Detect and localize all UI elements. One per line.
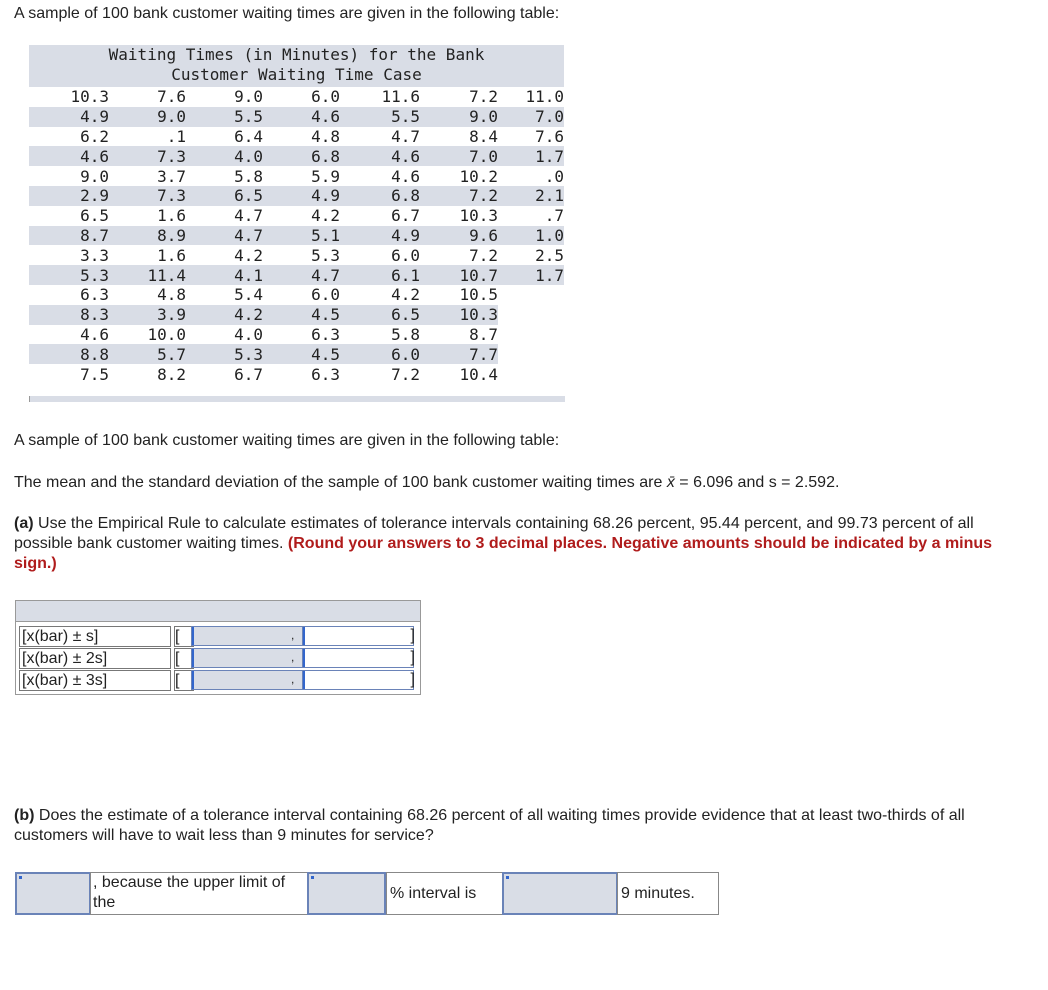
table-cell: 10.3 [420,305,498,325]
table-title [29,45,564,87]
table-cell: 8.7 [29,226,109,246]
table-cell: 5.1 [263,226,340,246]
close-bracket: ] [410,627,415,644]
lower-limit-input-1s[interactable] [191,626,303,646]
table-cell: 4.9 [340,226,420,246]
table-cell: 1.6 [157,245,186,265]
mean-sd-text-before: The mean and the standard deviation of the sample of 100 bank customer waiting times are [14,474,667,491]
table-cell: 6.3 [80,285,109,305]
interval-row-3s [19,670,417,691]
interval-label-3s: [x(bar) ± 3s] [19,670,171,691]
table-cell: 4.7 [391,126,420,146]
table-cell: 7.6 [157,87,186,107]
table-cell: 4.6 [80,324,109,344]
comma-separator: , [291,628,295,642]
table-cell: 9.0 [234,87,263,107]
table-cell: 6.7 [391,206,420,226]
interval-label-2s: [x(bar) ± 2s] [19,648,171,669]
table-cell: 7.2 [469,245,498,265]
table-cell: 5.8 [391,324,420,344]
table-cell: 4.8 [311,126,340,146]
table-cell: .1 [166,126,186,146]
table-cell: 4.6 [263,107,340,127]
table-cell: 6.0 [391,245,420,265]
table-cell: 4.5 [263,344,340,364]
table-cell: 10.2 [459,166,498,186]
table-cell [498,285,564,305]
table-cell: 6.7 [234,364,263,384]
part-a-instruction: (Round your answers to 3 decimal places. Negative amounts should be indicated by a minus sign.) [14,535,993,572]
interval-row-1s [19,626,417,647]
table-cell: 6.8 [340,186,420,206]
table-cell: 11.0 [525,87,564,107]
interval-row-2s [19,648,417,669]
table-row [29,186,564,206]
part-b-question [14,806,1034,846]
table-cell [498,344,564,364]
table-cell: 10.3 [459,206,498,226]
table-cell: 4.5 [263,305,340,325]
table-cell: 5.7 [109,344,186,364]
table-cell: 7.7 [420,344,498,364]
table-cell: 5.5 [186,107,263,127]
table-cell: 4.0 [186,146,263,166]
table-cell: 7.3 [109,146,186,166]
table-cell: 1.7 [498,265,564,285]
table-cell: 4.0 [234,324,263,344]
data-grid [29,87,564,384]
table-cell: 2.9 [29,186,109,206]
table-cell: 10.0 [147,324,186,344]
mean-sd-text [14,473,1034,493]
close-bracket: ] [410,671,415,688]
table-row [29,166,564,186]
table-title-line1: Waiting Times (in Minutes) for the Bank [108,45,485,64]
table-cell: 1.6 [157,206,186,226]
table-cell: 8.3 [29,305,109,325]
table-cell [498,325,564,345]
table-cell: 6.2 [80,126,109,146]
table-cell: 4.6 [29,146,109,166]
table-title-line2: Customer Waiting Time Case [171,65,422,84]
table-cell: 6.5 [186,186,263,206]
table-cell: 6.1 [340,265,420,285]
table-cell: 5.3 [29,265,109,285]
table-cell: 9.0 [80,166,109,186]
table-row [29,364,564,384]
table-cell: 3.7 [157,166,186,186]
table-cell: 5.9 [311,166,340,186]
table-cell: 11.6 [381,87,420,107]
table-cell: 6.3 [311,324,340,344]
table-row [29,107,564,127]
table-cell: 8.2 [157,364,186,384]
table-cell: 8.7 [469,324,498,344]
table-cell: 7.5 [80,364,109,384]
table-cell: 7.3 [109,186,186,206]
table-row [29,245,564,265]
part-a-answer-table [15,600,421,695]
table-row [29,127,564,147]
table-cell: 4.9 [29,107,109,127]
part-a-label: (a) [14,515,34,532]
table-cell: 7.0 [420,146,498,166]
table-cell: 4.7 [263,265,340,285]
table-cell: 9.6 [420,226,498,246]
mean-sd-text-after: = 6.096 and s = 2.592. [674,474,840,491]
percent-dropdown[interactable] [307,872,386,915]
table-row [29,265,564,285]
table-cell: 4.1 [186,265,263,285]
upper-limit-input-2s[interactable] [302,648,414,668]
table-cell: 3.9 [109,305,186,325]
table-cell [498,305,564,325]
table-row [29,226,564,246]
table-cell: 1.0 [498,226,564,246]
part-b-text3: 9 minutes. [617,872,719,915]
lower-limit-input-3s[interactable] [191,670,303,690]
table-cell: 6.8 [263,146,340,166]
table-cell: 10.3 [70,87,109,107]
table-cell: 4.9 [263,186,340,206]
table-row [29,344,564,364]
part-a-text: Use the Empirical Rule to calculate estimates of tolerance intervals containing 68.26 percent, 95.44 percent, and 99.73 percent of all possible bank customer waiting times. [14,515,974,552]
table-row [29,87,564,107]
table-cell: 10.5 [459,285,498,305]
table-cell: 6.5 [340,305,420,325]
table-cell: 9.0 [420,107,498,127]
table-cell: 6.4 [234,126,263,146]
part-a-question [14,514,1034,574]
table-cell: 2.5 [535,245,564,265]
table-cell [498,364,564,384]
intro-text: A sample of 100 bank customer waiting times are given in the following table: [14,5,560,22]
table-cell: 5.5 [340,107,420,127]
table-cell: 8.9 [109,226,186,246]
table-cell: 11.4 [109,265,186,285]
table-cell: 4.2 [311,206,340,226]
table-row [29,146,564,166]
table-cell: 7.0 [498,107,564,127]
table-cell: 8.4 [469,126,498,146]
table-cell: 4.6 [391,166,420,186]
table-cell: 6.5 [80,206,109,226]
table-cell: 4.2 [391,285,420,305]
table-cell: 4.2 [234,245,263,265]
table-cell: 5.4 [234,285,263,305]
table-cell: 4.6 [340,146,420,166]
table-cell: 2.1 [498,186,564,206]
part-a-header-band [16,601,420,622]
table-cell: 10.7 [420,265,498,285]
part-b-text: Does the estimate of a tolerance interval containing 68.26 percent of all waiting times provide evidence that at least two-thirds of all customers will have to wait less than 9 minutes for service? [14,807,965,844]
table-cell: .0 [544,166,564,186]
open-bracket: [ [174,648,194,669]
waiting-times-table [29,45,564,400]
table-cell: 5.3 [186,344,263,364]
dropdown-marker-icon [311,876,314,879]
table-cell: 5.3 [311,245,340,265]
table-cell: 7.2 [391,364,420,384]
table-cell: 8.8 [29,344,109,364]
yes-no-dropdown[interactable] [15,872,91,915]
table-cell: 1.7 [498,146,564,166]
table-cell: .7 [544,206,564,226]
table-row [29,325,564,345]
table-cell: 4.7 [234,206,263,226]
close-bracket: ] [410,649,415,666]
xbar-symbol: x̄ [666,474,675,491]
part-b-text2: % interval is [386,872,504,915]
comparison-dropdown[interactable] [502,872,618,915]
table-bottom-bar [29,396,565,402]
table-cell: 10.4 [459,364,498,384]
dropdown-marker-icon [506,876,509,879]
lower-limit-input-2s[interactable] [191,648,303,668]
table-cell: 4.8 [157,285,186,305]
table-cell: 6.0 [311,87,340,107]
upper-limit-input-3s[interactable] [302,670,414,690]
part-b-label: (b) [14,807,35,824]
table-cell: 4.2 [186,305,263,325]
table-cell: 3.3 [80,245,109,265]
interval-label-1s: [x(bar) ± s] [19,626,171,647]
comma-separator: , [291,650,295,664]
table-cell: 9.0 [109,107,186,127]
table-cell: 6.3 [311,364,340,384]
table-row [29,305,564,325]
table-cell: 7.2 [420,186,498,206]
table-cell: 6.0 [340,344,420,364]
open-bracket: [ [174,670,194,691]
table-row [29,285,564,305]
upper-limit-input-1s[interactable] [302,626,414,646]
part-b-text1: , because the upper limit of the [90,872,310,915]
table-cell: 7.6 [535,126,564,146]
table-cell: 7.2 [469,87,498,107]
part-b-answer-row [15,872,718,915]
repeat-intro-text: A sample of 100 bank customer waiting times are given in the following table: [14,432,560,449]
dropdown-marker-icon [19,876,22,879]
comma-separator: , [291,672,295,686]
table-cell: 6.0 [311,285,340,305]
open-bracket: [ [174,626,194,647]
table-row [29,206,564,226]
table-cell: 5.8 [234,166,263,186]
table-cell: 4.7 [186,226,263,246]
